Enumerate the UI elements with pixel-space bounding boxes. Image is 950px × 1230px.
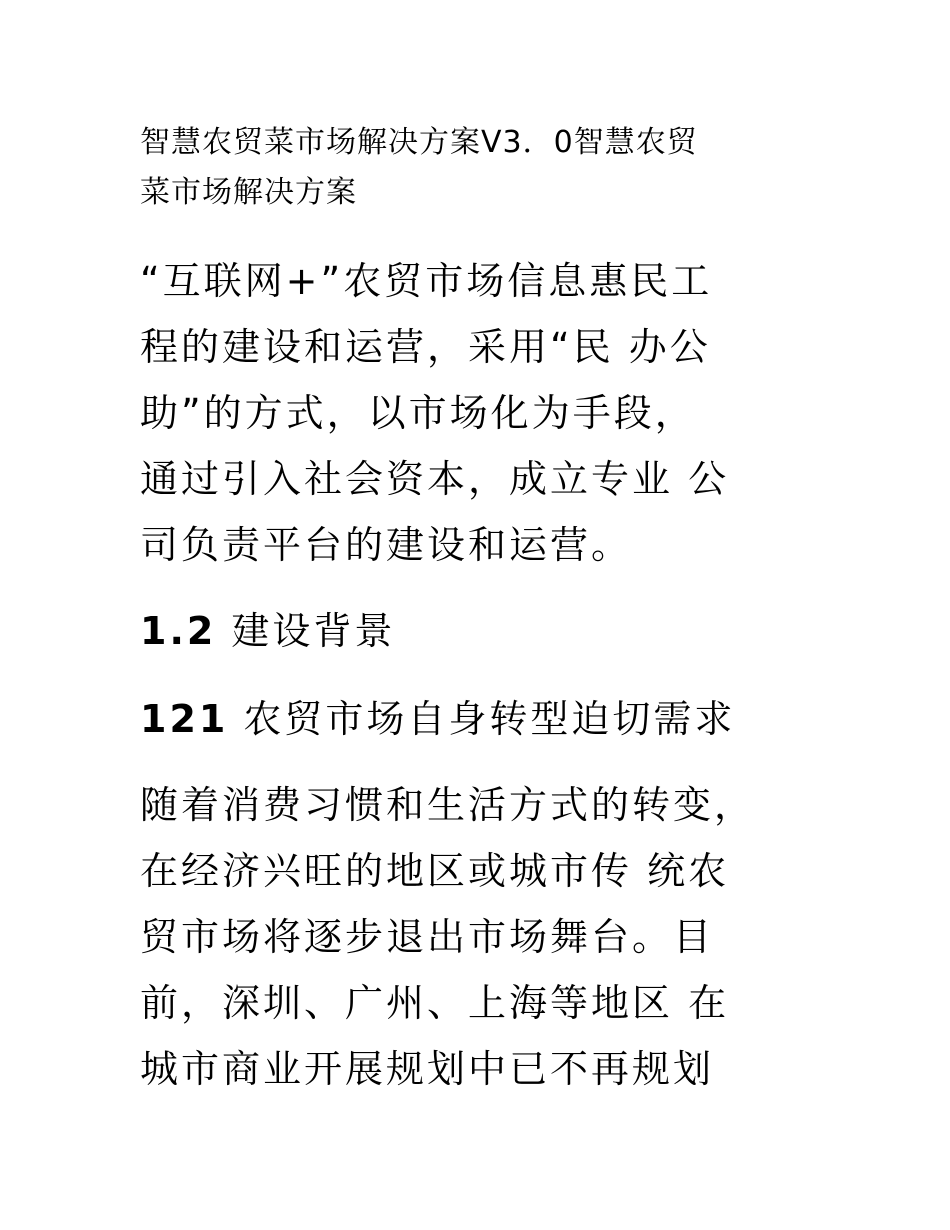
body-paragraph xyxy=(140,772,820,1102)
body-line: 城市商业开展规划中已不再规划 xyxy=(140,1047,715,1091)
title-line: 智慧农贸菜市场解决方案V3．0智慧农贸 xyxy=(140,125,698,160)
subsection-title: 农贸市场自身转型迫切需求 xyxy=(243,697,736,741)
body-line: 随着消费习惯和生活方式的转变， xyxy=(140,783,756,827)
document-title xyxy=(140,118,820,218)
body-line: 在经济兴旺的地区或城市传 统农 xyxy=(140,849,730,893)
intro-line: “互联网+”农贸市场信息惠民工 xyxy=(140,259,713,303)
intro-paragraph xyxy=(140,248,820,578)
body-line: 前，深圳、广州、上海等地区 在 xyxy=(140,981,730,1025)
section-number: 1.2 xyxy=(140,609,217,653)
intro-line: 司负责平台的建设和运营。 xyxy=(140,523,633,567)
intro-line: 程的建设和运营，采用“民 办公 xyxy=(140,325,711,369)
intro-line: 通过引入社会资本，成立专业 公 xyxy=(140,457,730,501)
body-line: 贸市场将逐步退出市场舞台。目 xyxy=(140,915,715,959)
section-heading xyxy=(140,598,395,664)
intro-line: 助”的方式，以市场化为手段， xyxy=(140,391,696,435)
subsection-heading xyxy=(140,686,735,752)
subsection-number: 121 xyxy=(140,697,229,741)
document-page xyxy=(140,0,820,1230)
section-title: 建设背景 xyxy=(231,609,396,653)
title-line: 菜市场解决方案 xyxy=(140,175,357,210)
